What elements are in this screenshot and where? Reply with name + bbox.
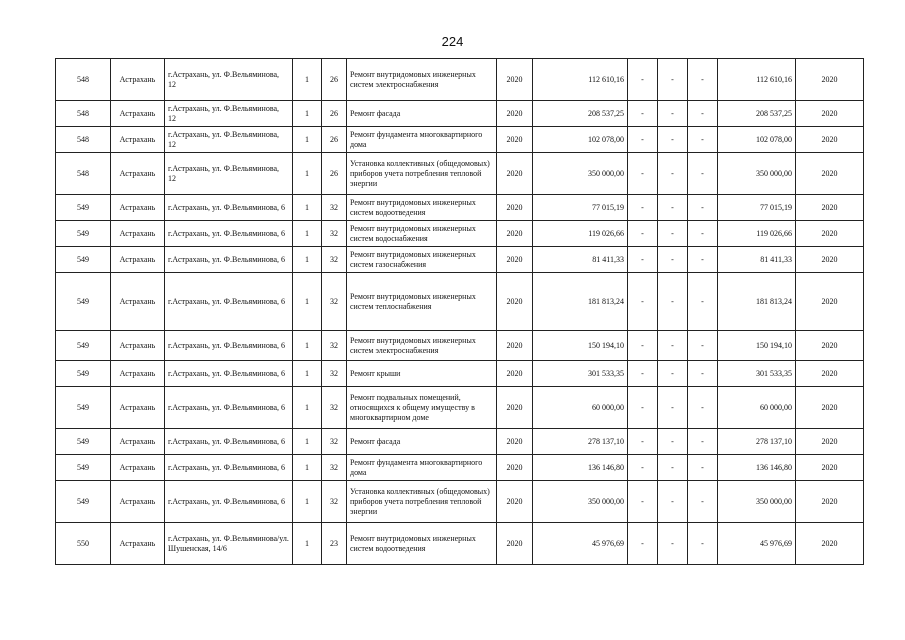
dash-cell: - xyxy=(628,481,658,523)
row-number: 548 xyxy=(56,153,111,195)
apartments-cell: 32 xyxy=(322,331,347,361)
table-row xyxy=(56,101,864,127)
cost-cell: 119 026,66 xyxy=(533,221,628,247)
dash-cell: - xyxy=(688,481,718,523)
year-cell: 2020 xyxy=(497,331,533,361)
cost-cell: 45 976,69 xyxy=(533,523,628,565)
work-type-cell: Ремонт фундамента многоквартирного дома xyxy=(347,455,497,481)
table-row xyxy=(56,59,864,101)
dash-cell: - xyxy=(628,523,658,565)
dash-cell: - xyxy=(628,127,658,153)
end-year-cell: 2020 xyxy=(796,361,864,387)
year-cell: 2020 xyxy=(497,523,533,565)
city-cell: Астрахань xyxy=(111,127,165,153)
dash-cell: - xyxy=(658,101,688,127)
dash-cell: - xyxy=(688,387,718,429)
year-cell: 2020 xyxy=(497,387,533,429)
address-cell: г.Астрахань, ул. Ф.Вельяминова, 6 xyxy=(165,429,293,455)
work-type-cell: Ремонт внутридомовых инженерных систем электроснабжения xyxy=(347,59,497,101)
address-cell: г.Астрахань, ул. Ф.Вельяминова, 6 xyxy=(165,361,293,387)
city-cell: Астрахань xyxy=(111,331,165,361)
row-number: 549 xyxy=(56,331,111,361)
end-year-cell: 2020 xyxy=(796,455,864,481)
city-cell: Астрахань xyxy=(111,247,165,273)
dash-cell: - xyxy=(628,455,658,481)
total-cell: 150 194,10 xyxy=(718,331,796,361)
apartments-cell: 32 xyxy=(322,221,347,247)
city-cell: Астрахань xyxy=(111,59,165,101)
count-cell: 1 xyxy=(293,481,322,523)
dash-cell: - xyxy=(658,387,688,429)
row-number: 549 xyxy=(56,387,111,429)
address-cell: г.Астрахань, ул. Ф.Вельяминова/ул. Шушенская, 14/6 xyxy=(165,523,293,565)
row-number: 549 xyxy=(56,273,111,331)
end-year-cell: 2020 xyxy=(796,523,864,565)
address-cell: г.Астрахань, ул. Ф.Вельяминова, 6 xyxy=(165,195,293,221)
dash-cell: - xyxy=(688,273,718,331)
city-cell: Астрахань xyxy=(111,273,165,331)
year-cell: 2020 xyxy=(497,455,533,481)
end-year-cell: 2020 xyxy=(796,273,864,331)
dash-cell: - xyxy=(688,523,718,565)
cost-cell: 150 194,10 xyxy=(533,331,628,361)
year-cell: 2020 xyxy=(497,221,533,247)
apartments-cell: 32 xyxy=(322,387,347,429)
apartments-cell: 32 xyxy=(322,361,347,387)
end-year-cell: 2020 xyxy=(796,59,864,101)
dash-cell: - xyxy=(628,195,658,221)
work-type-cell: Ремонт фасада xyxy=(347,101,497,127)
city-cell: Астрахань xyxy=(111,455,165,481)
apartments-cell: 32 xyxy=(322,481,347,523)
table-row xyxy=(56,481,864,523)
end-year-cell: 2020 xyxy=(796,247,864,273)
apartments-cell: 32 xyxy=(322,247,347,273)
year-cell: 2020 xyxy=(497,429,533,455)
dash-cell: - xyxy=(628,59,658,101)
dash-cell: - xyxy=(688,127,718,153)
apartments-cell: 32 xyxy=(322,429,347,455)
work-type-cell: Установка коллективных (общедомовых) приборов учета потребления тепловой энергии xyxy=(347,481,497,523)
total-cell: 119 026,66 xyxy=(718,221,796,247)
table-row xyxy=(56,247,864,273)
dash-cell: - xyxy=(688,331,718,361)
city-cell: Астрахань xyxy=(111,481,165,523)
cost-cell: 112 610,16 xyxy=(533,59,628,101)
dash-cell: - xyxy=(658,195,688,221)
city-cell: Астрахань xyxy=(111,429,165,455)
table-row xyxy=(56,387,864,429)
city-cell: Астрахань xyxy=(111,221,165,247)
city-cell: Астрахань xyxy=(111,153,165,195)
total-cell: 45 976,69 xyxy=(718,523,796,565)
table-row xyxy=(56,127,864,153)
address-cell: г.Астрахань, ул. Ф.Вельяминова, 6 xyxy=(165,273,293,331)
row-number: 550 xyxy=(56,523,111,565)
address-cell: г.Астрахань, ул. Ф.Вельяминова, 12 xyxy=(165,153,293,195)
dash-cell: - xyxy=(658,127,688,153)
dash-cell: - xyxy=(688,195,718,221)
address-cell: г.Астрахань, ул. Ф.Вельяминова, 6 xyxy=(165,247,293,273)
total-cell: 112 610,16 xyxy=(718,59,796,101)
address-cell: г.Астрахань, ул. Ф.Вельяминова, 12 xyxy=(165,127,293,153)
year-cell: 2020 xyxy=(497,153,533,195)
year-cell: 2020 xyxy=(497,481,533,523)
count-cell: 1 xyxy=(293,523,322,565)
row-number: 549 xyxy=(56,455,111,481)
apartments-cell: 23 xyxy=(322,523,347,565)
year-cell: 2020 xyxy=(497,59,533,101)
row-number: 549 xyxy=(56,429,111,455)
cost-cell: 278 137,10 xyxy=(533,429,628,455)
end-year-cell: 2020 xyxy=(796,481,864,523)
work-type-cell: Ремонт внутридомовых инженерных систем водоснабжения xyxy=(347,221,497,247)
count-cell: 1 xyxy=(293,387,322,429)
apartments-cell: 26 xyxy=(322,59,347,101)
work-type-cell: Ремонт фундамента многоквартирного дома xyxy=(347,127,497,153)
row-number: 549 xyxy=(56,247,111,273)
work-type-cell: Ремонт внутридомовых инженерных систем электроснабжения xyxy=(347,331,497,361)
total-cell: 301 533,35 xyxy=(718,361,796,387)
cost-cell: 60 000,00 xyxy=(533,387,628,429)
cost-cell: 350 000,00 xyxy=(533,153,628,195)
city-cell: Астрахань xyxy=(111,523,165,565)
cost-cell: 350 000,00 xyxy=(533,481,628,523)
row-number: 548 xyxy=(56,101,111,127)
apartments-cell: 26 xyxy=(322,153,347,195)
address-cell: г.Астрахань, ул. Ф.Вельяминова, 6 xyxy=(165,387,293,429)
total-cell: 102 078,00 xyxy=(718,127,796,153)
table-row xyxy=(56,361,864,387)
repair-program-table xyxy=(55,58,864,565)
apartments-cell: 26 xyxy=(322,127,347,153)
end-year-cell: 2020 xyxy=(796,387,864,429)
total-cell: 136 146,80 xyxy=(718,455,796,481)
work-type-cell: Установка коллективных (общедомовых) приборов учета потребления тепловой энергии xyxy=(347,153,497,195)
table-row xyxy=(56,153,864,195)
year-cell: 2020 xyxy=(497,101,533,127)
dash-cell: - xyxy=(658,481,688,523)
row-number: 549 xyxy=(56,195,111,221)
cost-cell: 102 078,00 xyxy=(533,127,628,153)
dash-cell: - xyxy=(658,59,688,101)
dash-cell: - xyxy=(628,273,658,331)
total-cell: 278 137,10 xyxy=(718,429,796,455)
end-year-cell: 2020 xyxy=(796,101,864,127)
total-cell: 350 000,00 xyxy=(718,153,796,195)
count-cell: 1 xyxy=(293,361,322,387)
end-year-cell: 2020 xyxy=(796,331,864,361)
dash-cell: - xyxy=(658,331,688,361)
work-type-cell: Ремонт внутридомовых инженерных систем водоотведения xyxy=(347,523,497,565)
work-type-cell: Ремонт фасада xyxy=(347,429,497,455)
cost-cell: 136 146,80 xyxy=(533,455,628,481)
city-cell: Астрахань xyxy=(111,387,165,429)
city-cell: Астрахань xyxy=(111,195,165,221)
apartments-cell: 26 xyxy=(322,101,347,127)
address-cell: г.Астрахань, ул. Ф.Вельяминова, 6 xyxy=(165,221,293,247)
dash-cell: - xyxy=(628,361,658,387)
dash-cell: - xyxy=(628,221,658,247)
table-row xyxy=(56,195,864,221)
count-cell: 1 xyxy=(293,127,322,153)
end-year-cell: 2020 xyxy=(796,195,864,221)
dash-cell: - xyxy=(688,101,718,127)
row-number: 548 xyxy=(56,59,111,101)
apartments-cell: 32 xyxy=(322,455,347,481)
apartments-cell: 32 xyxy=(322,195,347,221)
work-type-cell: Ремонт внутридомовых инженерных систем газоснабжения xyxy=(347,247,497,273)
address-cell: г.Астрахань, ул. Ф.Вельяминова, 6 xyxy=(165,481,293,523)
total-cell: 181 813,24 xyxy=(718,273,796,331)
dash-cell: - xyxy=(688,153,718,195)
year-cell: 2020 xyxy=(497,247,533,273)
dash-cell: - xyxy=(658,429,688,455)
dash-cell: - xyxy=(688,247,718,273)
dash-cell: - xyxy=(688,455,718,481)
total-cell: 208 537,25 xyxy=(718,101,796,127)
dash-cell: - xyxy=(688,221,718,247)
apartments-cell: 32 xyxy=(322,273,347,331)
cost-cell: 77 015,19 xyxy=(533,195,628,221)
dash-cell: - xyxy=(658,523,688,565)
count-cell: 1 xyxy=(293,153,322,195)
year-cell: 2020 xyxy=(497,273,533,331)
table-body xyxy=(56,59,864,565)
dash-cell: - xyxy=(628,247,658,273)
dash-cell: - xyxy=(658,455,688,481)
total-cell: 77 015,19 xyxy=(718,195,796,221)
year-cell: 2020 xyxy=(497,127,533,153)
end-year-cell: 2020 xyxy=(796,127,864,153)
dash-cell: - xyxy=(658,221,688,247)
dash-cell: - xyxy=(658,361,688,387)
dash-cell: - xyxy=(628,101,658,127)
address-cell: г.Астрахань, ул. Ф.Вельяминова, 6 xyxy=(165,455,293,481)
year-cell: 2020 xyxy=(497,195,533,221)
total-cell: 60 000,00 xyxy=(718,387,796,429)
row-number: 549 xyxy=(56,221,111,247)
count-cell: 1 xyxy=(293,221,322,247)
dash-cell: - xyxy=(658,247,688,273)
table-row xyxy=(56,221,864,247)
total-cell: 81 411,33 xyxy=(718,247,796,273)
end-year-cell: 2020 xyxy=(796,429,864,455)
count-cell: 1 xyxy=(293,247,322,273)
count-cell: 1 xyxy=(293,429,322,455)
dash-cell: - xyxy=(628,153,658,195)
dash-cell: - xyxy=(688,361,718,387)
address-cell: г.Астрахань, ул. Ф.Вельяминова, 12 xyxy=(165,101,293,127)
city-cell: Астрахань xyxy=(111,101,165,127)
count-cell: 1 xyxy=(293,273,322,331)
cost-cell: 181 813,24 xyxy=(533,273,628,331)
row-number: 549 xyxy=(56,361,111,387)
dash-cell: - xyxy=(628,429,658,455)
dash-cell: - xyxy=(688,429,718,455)
count-cell: 1 xyxy=(293,59,322,101)
work-type-cell: Ремонт крыши xyxy=(347,361,497,387)
count-cell: 1 xyxy=(293,101,322,127)
dash-cell: - xyxy=(628,331,658,361)
cost-cell: 301 533,35 xyxy=(533,361,628,387)
count-cell: 1 xyxy=(293,195,322,221)
address-cell: г.Астрахань, ул. Ф.Вельяминова, 6 xyxy=(165,331,293,361)
dash-cell: - xyxy=(688,59,718,101)
dash-cell: - xyxy=(628,387,658,429)
count-cell: 1 xyxy=(293,455,322,481)
dash-cell: - xyxy=(658,153,688,195)
address-cell: г.Астрахань, ул. Ф.Вельяминова, 12 xyxy=(165,59,293,101)
row-number: 549 xyxy=(56,481,111,523)
count-cell: 1 xyxy=(293,331,322,361)
work-type-cell: Ремонт подвальных помещений, относящихся к общему имуществу в многоквартирном доме xyxy=(347,387,497,429)
year-cell: 2020 xyxy=(497,361,533,387)
work-type-cell: Ремонт внутридомовых инженерных систем теплоснабжения xyxy=(347,273,497,331)
end-year-cell: 2020 xyxy=(796,153,864,195)
table-row xyxy=(56,523,864,565)
cost-cell: 81 411,33 xyxy=(533,247,628,273)
work-type-cell: Ремонт внутридомовых инженерных систем водоотведения xyxy=(347,195,497,221)
dash-cell: - xyxy=(658,273,688,331)
end-year-cell: 2020 xyxy=(796,221,864,247)
page-number: 224 xyxy=(441,34,464,49)
table-row xyxy=(56,455,864,481)
table-row xyxy=(56,331,864,361)
city-cell: Астрахань xyxy=(111,361,165,387)
cost-cell: 208 537,25 xyxy=(533,101,628,127)
table-row xyxy=(56,429,864,455)
table-row xyxy=(56,273,864,331)
row-number: 548 xyxy=(56,127,111,153)
total-cell: 350 000,00 xyxy=(718,481,796,523)
